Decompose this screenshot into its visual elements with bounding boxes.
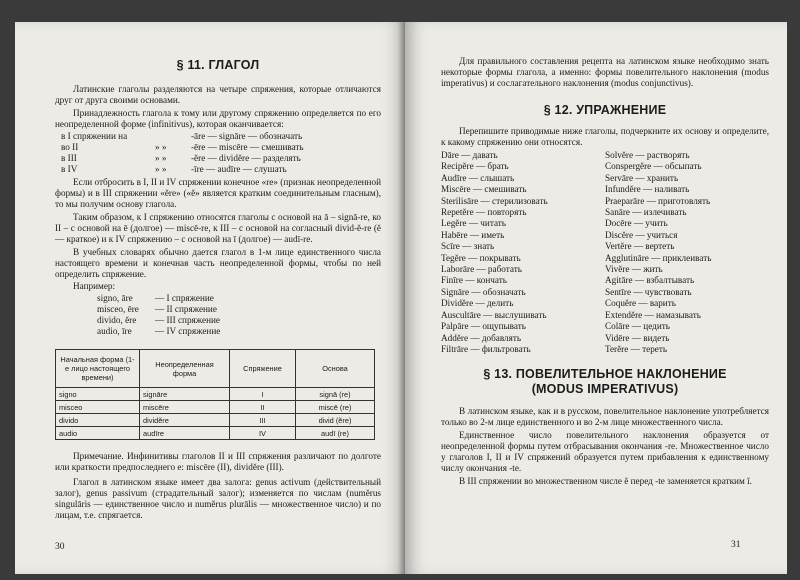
list-item: Servāre — хранить — [605, 172, 679, 183]
table-cell: signā (re) — [296, 388, 375, 401]
table-cell: I — [230, 388, 296, 401]
list-item: Sterilisāre — стерилизовать — [441, 195, 548, 206]
list-item: Auscultāre — выслушивать — [441, 309, 547, 320]
example-conjugation: — II спряжение — [155, 304, 217, 314]
table-row — [56, 427, 375, 440]
paragraph-stem: Если отбросить в I, II и IV спряжении конечное «re» (признак неопределенной формы) и в III спряжении «ĕre» («ĕ» является кратким соединительным гласным), то мы получим основу глагола. — [55, 177, 381, 209]
list-item: Finīre — кончать — [441, 275, 507, 286]
table-cell: IV — [230, 427, 296, 440]
ending-label: в IV — [61, 164, 78, 174]
list-item: Coquĕre — варить — [605, 298, 676, 309]
paragraph-recipe: Для правильного составления рецепта на латинском языке необходимо знать некоторые формы глагола, а именно: формы повелительного наклонения (modus imperativus) и сослагательного наклонения (modus conjunctivus). — [441, 56, 769, 88]
list-item: Dividĕre — делить — [441, 298, 514, 309]
verb-list — [441, 150, 769, 355]
list-item: Legĕre — читать — [441, 218, 506, 229]
left-page — [15, 22, 405, 574]
table-cell: audīre — [140, 427, 230, 440]
list-item: Discĕre — учиться — [605, 229, 678, 240]
ending-form: -ĕre — dividĕre — разделять — [191, 153, 301, 163]
list-item: Terĕre — тереть — [605, 343, 668, 354]
example-row — [97, 326, 381, 337]
table-cell: divido — [56, 414, 140, 427]
ending-row — [55, 153, 381, 164]
list-item: Sentīre — чувствовать — [605, 286, 692, 297]
paragraph-infinitive: Принадлежность глагола к тому или другому спряжению определяется по его неопределенной форме (infinitivus), которая оканчивается: — [55, 108, 381, 129]
example-conjugation: — III спряжение — [155, 315, 220, 325]
verb-column-left — [441, 150, 605, 355]
list-item: Tegĕre — покрывать — [441, 252, 521, 263]
list-item: Vivĕre — жить — [605, 264, 663, 275]
right-page — [405, 22, 787, 574]
list-item: Palpāre — ощупывать — [441, 321, 526, 332]
example-row — [97, 304, 381, 315]
page-number: 31 — [731, 540, 741, 550]
list-item: Sanāre — излечивать — [605, 207, 687, 218]
table-cell: II — [230, 401, 296, 414]
list-item: Agglutināre — приклеивать — [605, 252, 712, 263]
list-item: Addĕre — добавлять — [441, 332, 522, 343]
example-form: audio, īre — [97, 326, 132, 336]
list-item: Laborāre — работать — [441, 264, 522, 275]
section-11-heading: § 11. ГЛАГОЛ — [176, 58, 260, 72]
left-page-content — [55, 22, 381, 521]
list-item: Audīre — слышать — [441, 172, 515, 183]
paragraph-intro: Латинские глаголы разделяются на четыре спряжения, которые отличаются друг от друга своими основами. — [55, 84, 381, 105]
section-13-title: § 13. ПОВЕЛИТЕЛЬНОЕ НАКЛОНЕНИЕ — [483, 367, 727, 382]
example-intro: Например: — [73, 281, 116, 291]
ending-label: в III — [61, 153, 77, 163]
section-13-heading — [441, 367, 769, 397]
section-12-heading: § 12. УПРАЖНЕНИЕ — [543, 103, 667, 117]
table-header: Спряжение — [230, 350, 296, 388]
list-item: Dāre — давать — [441, 150, 498, 160]
ending-mark — [155, 131, 191, 142]
list-item: Repetĕre — повторять — [441, 207, 527, 218]
list-item: Solvĕre — растворять — [605, 150, 690, 160]
table-cell: miscē (re) — [296, 401, 375, 414]
ending-form: -īre — audīre — слушать — [191, 164, 287, 174]
ending-form: -āre — signāre — обозначать — [191, 131, 303, 141]
example-form: divido, ĕre — [97, 315, 137, 325]
table-row — [56, 401, 375, 414]
example-row — [97, 293, 381, 304]
example-form: misceo, ēre — [97, 304, 139, 314]
ending-label: в I спряжении на — [61, 131, 128, 141]
table-cell: III — [230, 414, 296, 427]
example-row — [97, 315, 381, 326]
table-cell: signo — [56, 388, 140, 401]
table-header-row — [56, 350, 375, 388]
paragraph-voices: Глагол в латинском языке имеет два залога: genus activum (действительный залог), genus passivum (страдательный залог); изменяется по числам (numĕrus singulāris — единственное число и numĕrus plurālis — множественное число) и по лицам, т.е. спрягается. — [55, 477, 381, 520]
list-item: Infundĕre — наливать — [605, 184, 690, 195]
list-item: Vidēre — видеть — [605, 332, 670, 343]
table-cell: audī (re) — [296, 427, 375, 440]
list-item: Conspergĕre — обсыпать — [605, 161, 702, 172]
conjugation-table — [55, 349, 375, 440]
ending-form: -ēre — miscēre — смешивать — [191, 142, 304, 152]
list-item: Vertĕre — вертеть — [605, 241, 675, 252]
list-item: Agitāre — взбалтывать — [605, 275, 695, 286]
endings-list — [55, 131, 381, 175]
paragraph-imperative-formation: Единственное число повелительного наклонения образуется от неопределенной формы путем отбрасывания окончания -re. Множественное число у глаголов I, II и IV спряжений образуется путем прибавления к единственному числу окончания -te. — [441, 430, 769, 474]
list-item: Scīre — знать — [441, 241, 495, 252]
table-row — [56, 414, 375, 427]
ending-row — [55, 131, 381, 142]
table-header: Основа — [296, 350, 375, 388]
ending-mark: » » — [155, 164, 167, 174]
ending-row — [55, 142, 381, 153]
list-item: Docēre — учить — [605, 218, 668, 229]
section-13-subtitle: (MODUS IMPERATIVUS) — [531, 382, 679, 397]
list-item: Miscēre — смешивать — [441, 184, 527, 195]
ending-label: во II — [61, 142, 79, 152]
table-header: Неопределенная форма — [140, 350, 230, 388]
ending-mark: » » — [155, 142, 167, 152]
example-conjugation: — I спряжение — [155, 293, 214, 303]
page-number: 30 — [55, 542, 65, 552]
paragraph-dictionaries: В учебных словарях обычно дается глагол в 1-м лице единственного числа настоящего времени и конечная часть неопределенной формы, чтобы по ней определить спряжение. — [55, 247, 381, 279]
table-row — [56, 388, 375, 401]
table-cell: dividĕre — [140, 414, 230, 427]
ending-mark: » » — [155, 153, 167, 163]
verb-column-right — [605, 150, 769, 355]
table-header: Начальная форма (1-е лицо настоящего времени) — [56, 350, 140, 388]
example-form: signo, āre — [97, 293, 133, 303]
list-item: Colāre — цедить — [605, 321, 670, 332]
table-cell: miscēre — [140, 401, 230, 414]
paragraph-imperative-usage: В латинском языке, как и в русском, повелительное наклонение употребляется только во 2-м лице единственного и во 2-м лице множественного числа. — [441, 406, 769, 428]
example-conjugation: — IV спряжение — [155, 326, 221, 336]
table-cell: divid (ĕre) — [296, 414, 375, 427]
exercise-instructions: Перепишите приводимые ниже глаголы, подчеркните их основу и определите, к какому спряжению они относятся. — [441, 126, 769, 147]
list-item: Habēre — иметь — [441, 229, 505, 240]
list-item: Extendĕre — намазывать — [605, 309, 701, 320]
paragraph-conjugations: Таким образом, к I спряжению относятся глаголы с основой на ā – signā-re, ко II – с основой на ē (долгое) — miscē-re, к III – с основой на согласный divid-ĕ-re (ĕ — краткое) и к IV спряжению – с основой на ī (долгое) — audī-re. — [55, 212, 381, 244]
table-cell: signāre — [140, 388, 230, 401]
note-paragraph: Примечание. Инфинитивы глаголов II и III спряжения различают по долготе или краткости предпоследнего е: miscēre (II), dividĕre (III). — [55, 451, 381, 472]
list-item: Praeparāre — приготовлять — [605, 195, 711, 206]
table-cell: audio — [56, 427, 140, 440]
right-page-content — [441, 22, 769, 487]
list-item: Recipĕre — брать — [441, 161, 509, 172]
list-item: Filtrāre — фильтровать — [441, 343, 531, 354]
examples-list — [55, 293, 381, 337]
paragraph-third-conjugation: В III спряжении во множественном числе ĕ перед -te заменяется кратким ĭ. — [459, 476, 752, 487]
list-item: Signāre — обозначать — [441, 286, 526, 297]
ending-row — [55, 164, 381, 175]
table-cell: misceo — [56, 401, 140, 414]
